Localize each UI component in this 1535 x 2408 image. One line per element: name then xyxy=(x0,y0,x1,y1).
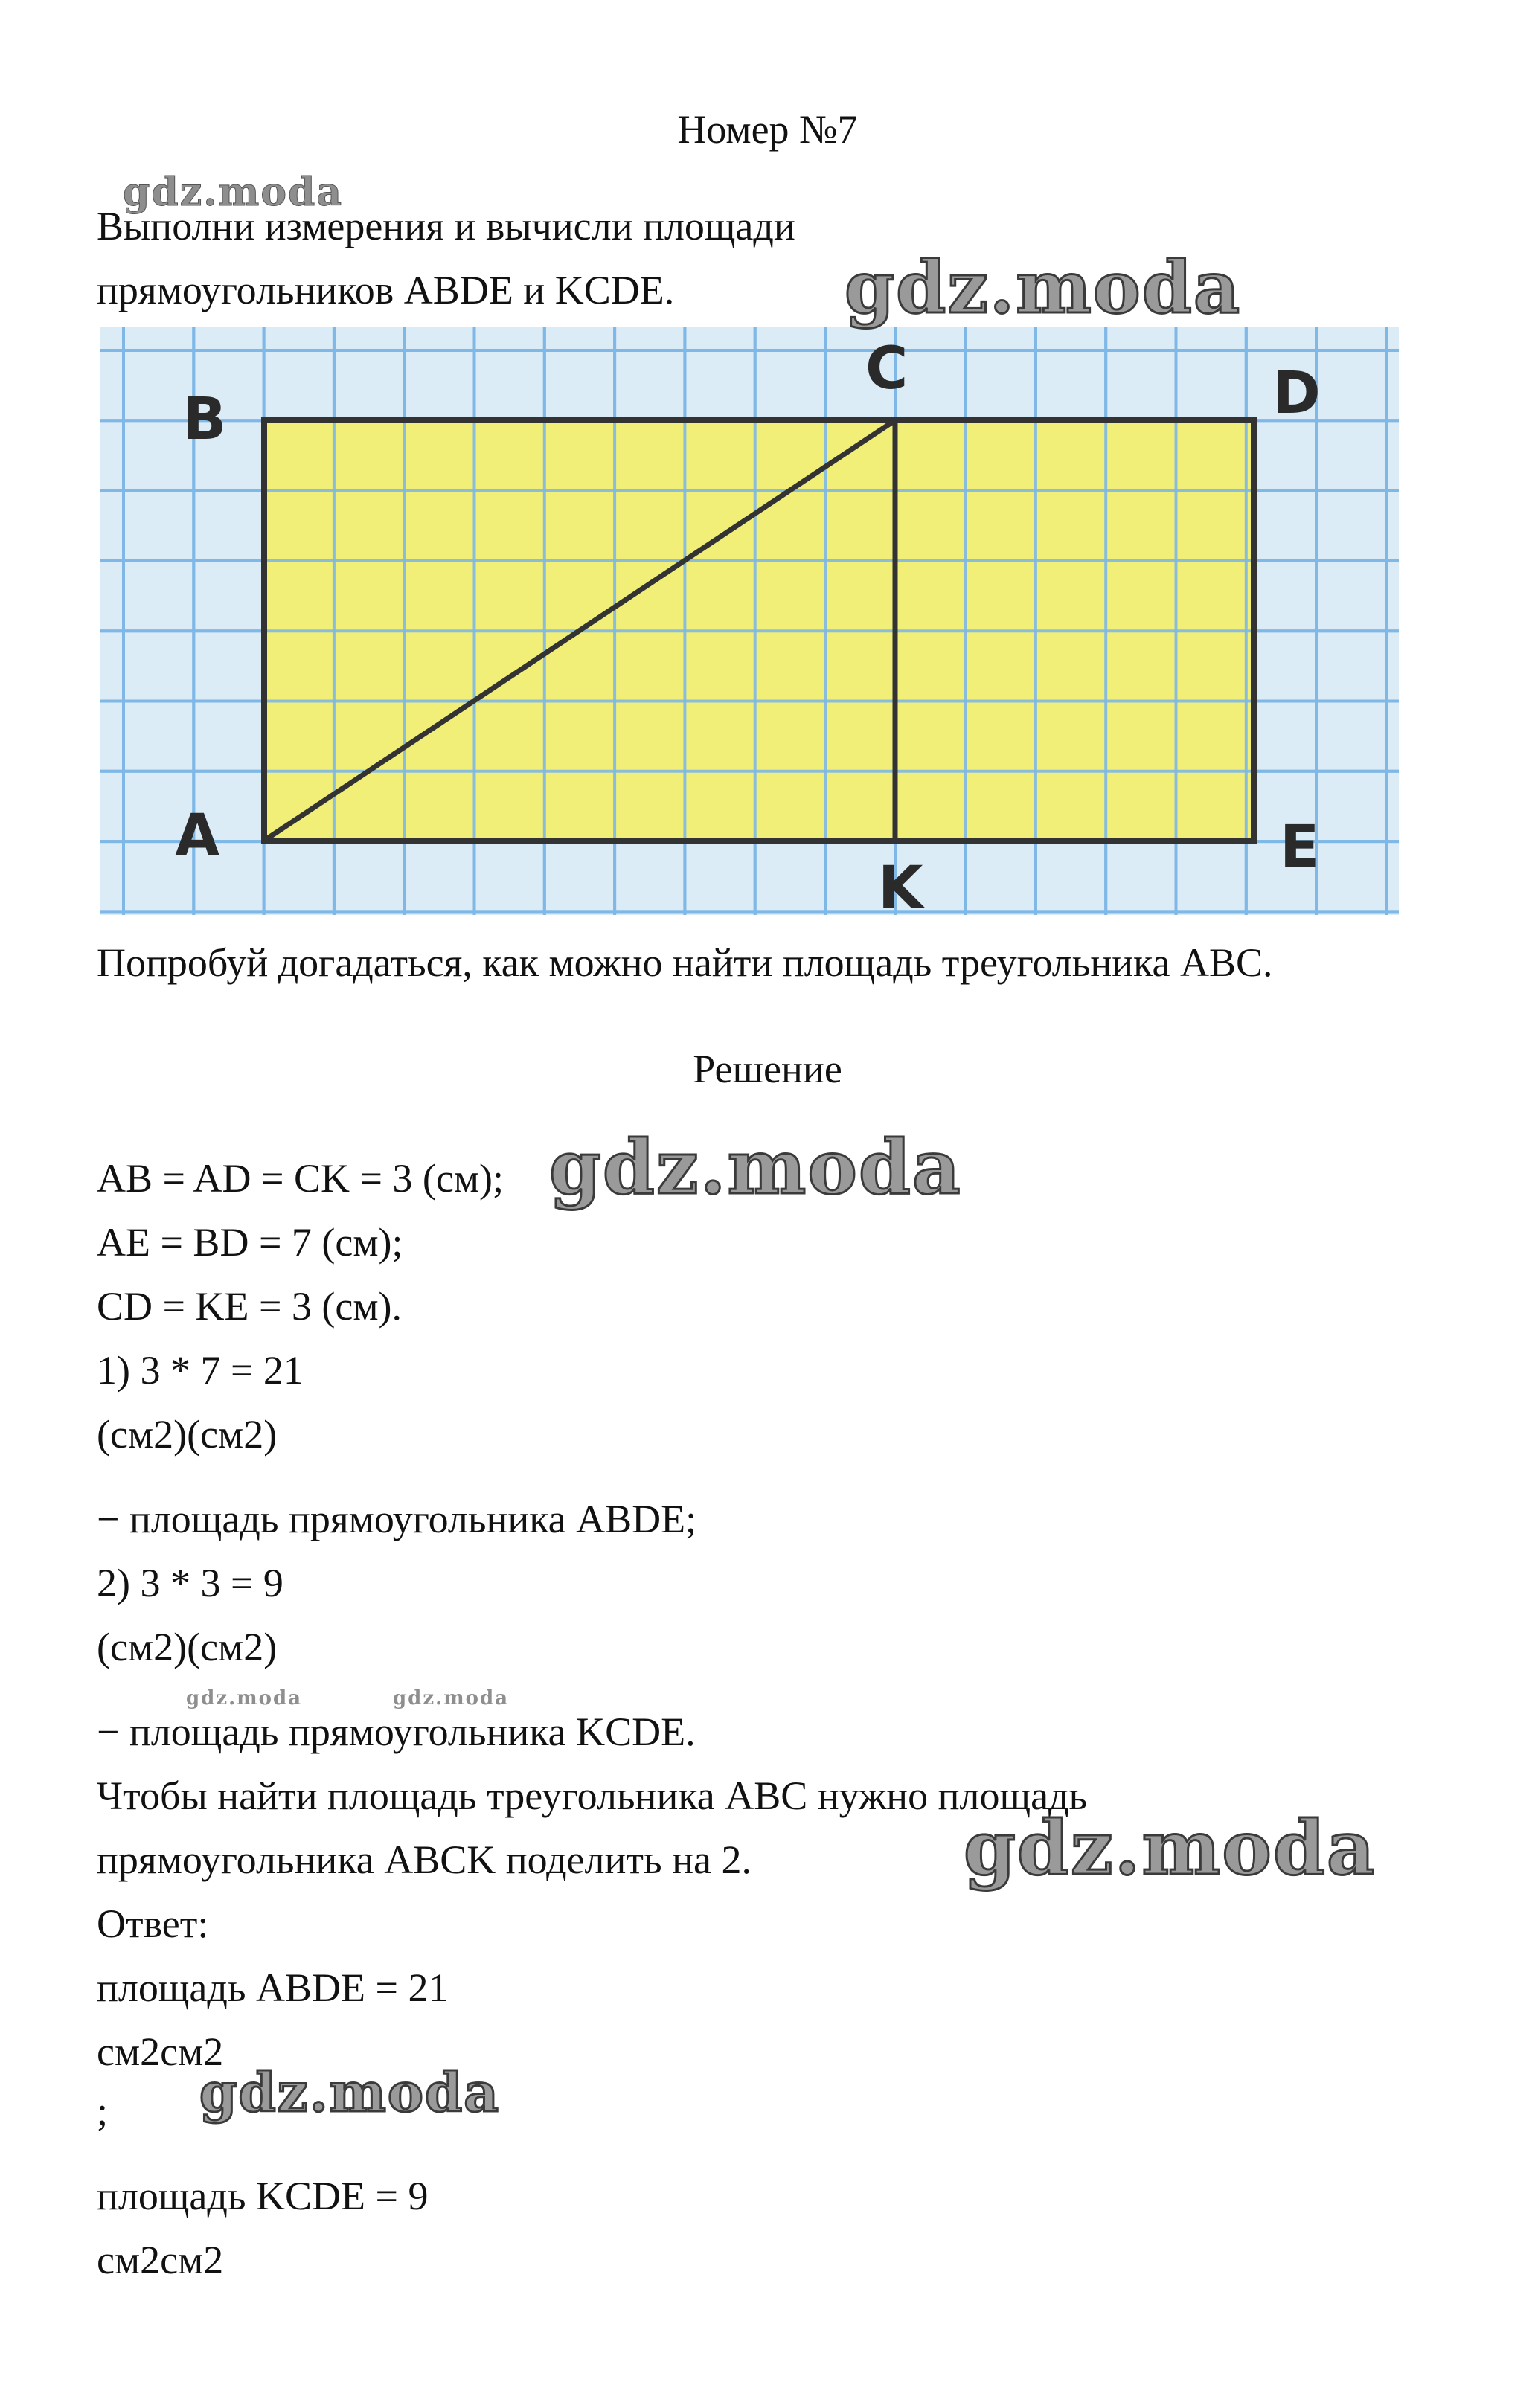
point-label-a: A xyxy=(175,803,220,870)
task-text-line-2: прямоугольников ABDE и KCDE. xyxy=(97,268,675,312)
watermark: gdz.moda xyxy=(964,1804,1377,1892)
point-label-b: B xyxy=(182,386,227,453)
solution-line: − площадь прямоугольника KCDE. xyxy=(97,1709,696,1754)
solution-line: 2) 3 * 3 = 9 xyxy=(97,1561,283,1605)
solution-line: CD = KE = 3 (см). xyxy=(97,1284,403,1329)
point-label-k: K xyxy=(878,855,923,915)
point-label-e: E xyxy=(1280,814,1320,881)
watermark: gdz.moda xyxy=(123,170,344,215)
watermark: gdz.moda xyxy=(549,1123,962,1211)
solution-line: (см2)(см2) xyxy=(97,1412,278,1457)
solution-line: (см2)(см2) xyxy=(97,1625,278,1669)
answer-line: см2см2 xyxy=(97,2029,224,2074)
solution-line: − площадь прямоугольника ABDE; xyxy=(97,1497,697,1541)
solution-title: Решение xyxy=(693,1047,842,1091)
solution-line: AB = AD = CK = 3 (см); xyxy=(97,1156,504,1201)
answer-line: площадь ABDE = 21 xyxy=(97,1965,449,2010)
answer-line: площадь KCDE = 9 xyxy=(97,2174,429,2218)
geometry-figure xyxy=(100,327,1399,915)
answer-line: см2см2 xyxy=(97,2238,224,2282)
solution-line: прямоугольника ABCK поделить на 2. xyxy=(97,1837,752,1882)
watermark: gdz.moda xyxy=(199,2061,500,2124)
solution-line: Чтобы найти площадь треугольника ABC нужно площадь xyxy=(97,1773,1088,1818)
watermark: gdz.moda xyxy=(393,1687,510,1709)
point-label-d: D xyxy=(1272,360,1321,427)
watermark: gdz.moda xyxy=(845,245,1242,330)
solution-line: AE = BD = 7 (см); xyxy=(97,1220,403,1265)
task-question: Попробуй догадаться, как можно найти площадь треугольника ABC. xyxy=(97,940,1273,985)
task-text-line-1: Выполни измерения и вычисли площади xyxy=(97,204,795,248)
point-label-c: C xyxy=(865,335,908,402)
answer-label: Ответ: xyxy=(97,1901,209,1946)
watermark: gdz.moda xyxy=(186,1687,303,1709)
answer-line: ; xyxy=(97,2089,109,2134)
page-title: Номер №7 xyxy=(677,107,858,152)
solution-line: 1) 3 * 7 = 21 xyxy=(97,1348,304,1393)
